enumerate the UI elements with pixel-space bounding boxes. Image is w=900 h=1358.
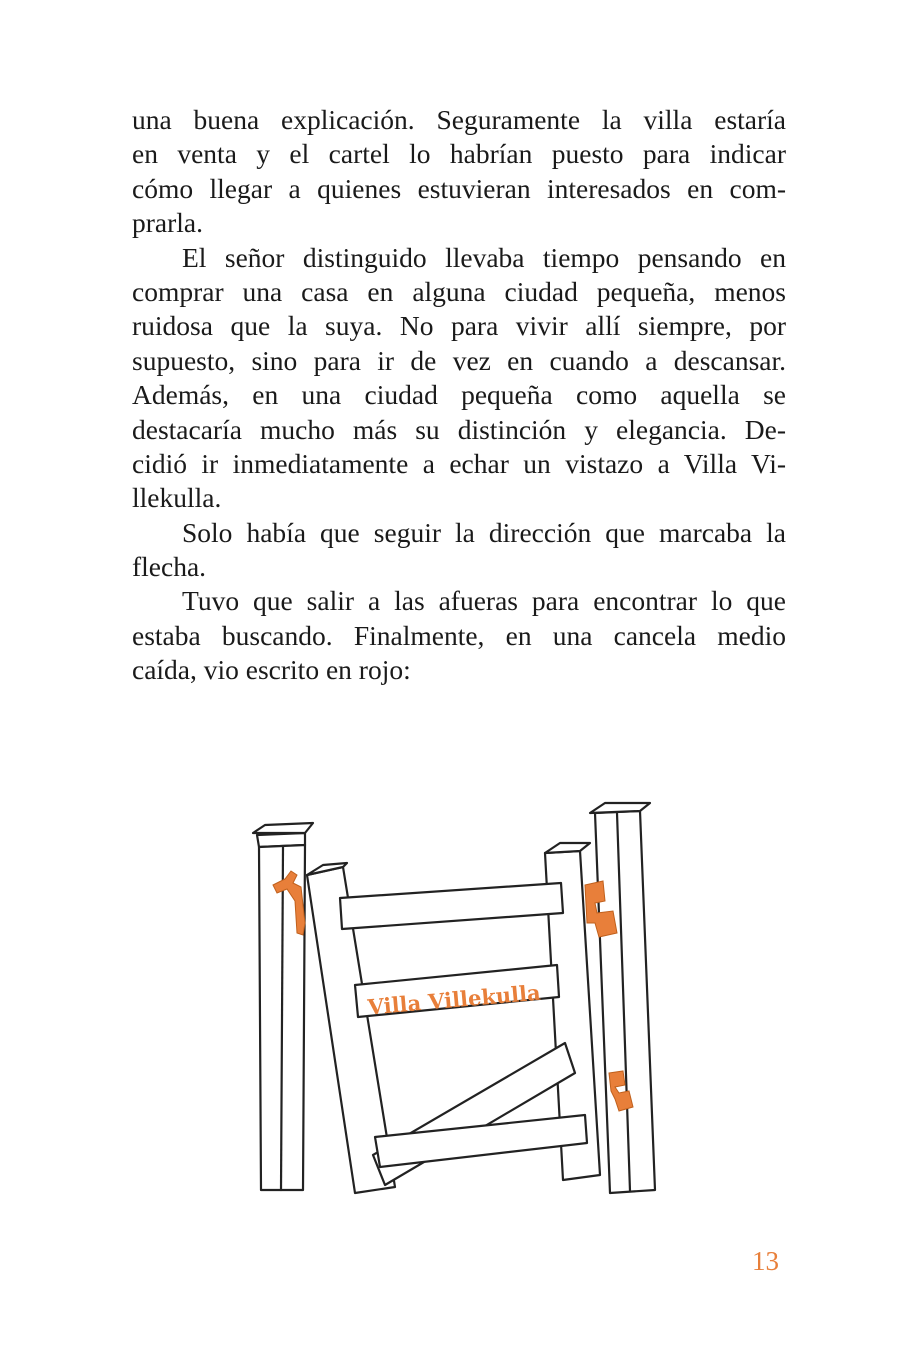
text-line: El señor distinguido llevaba tiempo pensando en — [182, 241, 786, 273]
text-line: flecha. — [132, 551, 207, 583]
text-line: Tuvo que salir a las afueras para encontrar lo que — [182, 585, 786, 617]
text-line: ruidosa que la suya. No para vivir allí siempre, por — [132, 310, 786, 342]
top-rail — [340, 883, 563, 929]
text-line: estaba buscando. Finalmente, en una cancela medio — [132, 619, 786, 651]
text-line: cómo llegar a quienes estuvieran interesados en com- — [132, 172, 786, 204]
text-line: en venta y el cartel lo habrían puesto para indicar — [132, 138, 786, 170]
text-line: llekulla. — [132, 482, 222, 514]
right-post — [590, 803, 655, 1193]
text-line: una buena explicación. Seguramente la villa estaría — [132, 104, 786, 135]
text-line: Además, en una ciudad pequeña como aquella se — [132, 379, 786, 411]
gate-sign-text: Villa Villekulla — [366, 979, 542, 1020]
text-line: Solo había que seguir la dirección que marcaba la — [182, 516, 786, 548]
body-text — [132, 103, 786, 688]
text-line: supuesto, sino para ir de vez en cuando a descansar. — [132, 344, 786, 376]
text-line: destacaría mucho más su distinción y elegancia. De- — [132, 413, 786, 445]
text-line: prarla. — [132, 207, 203, 239]
gate-illustration — [245, 795, 675, 1205]
text-line: comprar una casa en alguna ciudad pequeña, menos — [132, 275, 786, 307]
left-post — [253, 823, 313, 1190]
text-line: cidió ir inmediatamente a echar un vistazo a Villa Vi- — [132, 447, 786, 479]
text-line: caída, vio escrito en rojo: — [132, 654, 411, 686]
page-number: 13 — [752, 1246, 779, 1276]
